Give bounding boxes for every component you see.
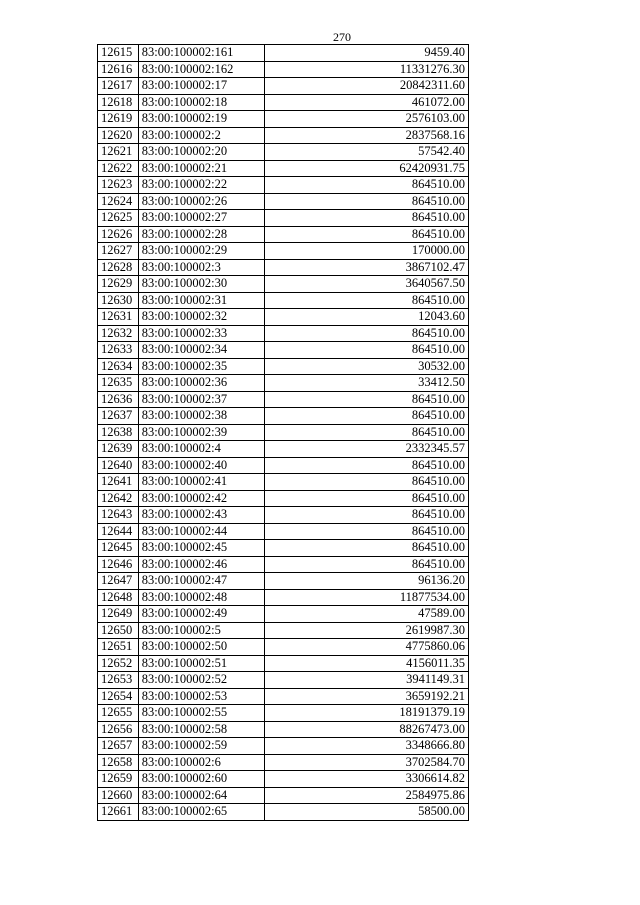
table-row: [98, 705, 469, 722]
cadastral-number-cell: 83:00:100002:45: [138, 540, 265, 557]
row-number-cell: 12637: [98, 408, 139, 425]
cadastral-number-cell: 83:00:100002:64: [138, 787, 265, 804]
page-number: 270: [333, 30, 351, 44]
table-row: [98, 276, 469, 293]
row-number-cell: 12616: [98, 61, 139, 78]
table-row: [98, 424, 469, 441]
row-number-cell: 12627: [98, 243, 139, 260]
amount-cell: 864510.00: [265, 292, 469, 309]
table-row: [98, 688, 469, 705]
amount-cell: 3640567.50: [265, 276, 469, 293]
amount-cell: 62420931.75: [265, 160, 469, 177]
table-row: [98, 309, 469, 326]
cadastral-number-cell: 83:00:100002:6: [138, 754, 265, 771]
table-row: [98, 358, 469, 375]
amount-cell: 11331276.30: [265, 61, 469, 78]
row-number-cell: 12631: [98, 309, 139, 326]
cadastral-number-cell: 83:00:100002:22: [138, 177, 265, 194]
row-number-cell: 12652: [98, 655, 139, 672]
row-number-cell: 12624: [98, 193, 139, 210]
table-row: [98, 540, 469, 557]
cadastral-number-cell: 83:00:100002:2: [138, 127, 265, 144]
row-number-cell: 12646: [98, 556, 139, 573]
cadastral-number-cell: 83:00:100002:60: [138, 771, 265, 788]
amount-cell: 864510.00: [265, 342, 469, 359]
amount-cell: 864510.00: [265, 177, 469, 194]
amount-cell: 864510.00: [265, 540, 469, 557]
table-row: [98, 78, 469, 95]
row-number-cell: 12649: [98, 606, 139, 623]
row-number-cell: 12661: [98, 804, 139, 821]
cadastral-number-cell: 83:00:100002:55: [138, 705, 265, 722]
row-number-cell: 12654: [98, 688, 139, 705]
row-number-cell: 12632: [98, 325, 139, 342]
cadastral-number-cell: 83:00:100002:52: [138, 672, 265, 689]
amount-cell: 461072.00: [265, 94, 469, 111]
cadastral-number-cell: 83:00:100002:32: [138, 309, 265, 326]
cadastral-number-cell: 83:00:100002:53: [138, 688, 265, 705]
cadastral-number-cell: 83:00:100002:33: [138, 325, 265, 342]
table-row: [98, 573, 469, 590]
row-number-cell: 12660: [98, 787, 139, 804]
amount-cell: 57542.40: [265, 144, 469, 161]
amount-cell: 864510.00: [265, 457, 469, 474]
table-row: [98, 787, 469, 804]
amount-cell: 20842311.60: [265, 78, 469, 95]
cadastral-number-cell: 83:00:100002:35: [138, 358, 265, 375]
cadastral-number-cell: 83:00:100002:17: [138, 78, 265, 95]
table-row: [98, 589, 469, 606]
cadastral-number-cell: 83:00:100002:43: [138, 507, 265, 524]
amount-cell: 4775860.06: [265, 639, 469, 656]
row-number-cell: 12648: [98, 589, 139, 606]
cadastral-number-cell: 83:00:100002:162: [138, 61, 265, 78]
row-number-cell: 12651: [98, 639, 139, 656]
amount-cell: 4156011.35: [265, 655, 469, 672]
table-row: [98, 226, 469, 243]
cadastral-number-cell: 83:00:100002:19: [138, 111, 265, 128]
cadastral-number-cell: 83:00:100002:27: [138, 210, 265, 227]
amount-cell: 18191379.19: [265, 705, 469, 722]
cadastral-number-cell: 83:00:100002:65: [138, 804, 265, 821]
cadastral-number-cell: 83:00:100002:47: [138, 573, 265, 590]
amount-cell: 3348666.80: [265, 738, 469, 755]
table-row: [98, 94, 469, 111]
table-row: [98, 177, 469, 194]
cadastral-number-cell: 83:00:100002:3: [138, 259, 265, 276]
table-row: [98, 210, 469, 227]
row-number-cell: 12645: [98, 540, 139, 557]
row-number-cell: 12619: [98, 111, 139, 128]
cadastral-number-cell: 83:00:100002:37: [138, 391, 265, 408]
table-row: [98, 606, 469, 623]
row-number-cell: 12623: [98, 177, 139, 194]
cadastral-number-cell: 83:00:100002:41: [138, 474, 265, 491]
row-number-cell: 12621: [98, 144, 139, 161]
cadastral-number-cell: 83:00:100002:58: [138, 721, 265, 738]
amount-cell: 3306614.82: [265, 771, 469, 788]
cadastral-number-cell: 83:00:100002:26: [138, 193, 265, 210]
amount-cell: 96136.20: [265, 573, 469, 590]
table-row: [98, 292, 469, 309]
table-row: [98, 375, 469, 392]
cadastral-number-cell: 83:00:100002:42: [138, 490, 265, 507]
row-number-cell: 12641: [98, 474, 139, 491]
amount-cell: 3867102.47: [265, 259, 469, 276]
cadastral-number-cell: 83:00:100002:21: [138, 160, 265, 177]
table-row: [98, 771, 469, 788]
row-number-cell: 12618: [98, 94, 139, 111]
row-number-cell: 12635: [98, 375, 139, 392]
row-number-cell: 12638: [98, 424, 139, 441]
cadastral-number-cell: 83:00:100002:38: [138, 408, 265, 425]
amount-cell: 3659192.21: [265, 688, 469, 705]
row-number-cell: 12626: [98, 226, 139, 243]
cadastral-number-cell: 83:00:100002:48: [138, 589, 265, 606]
cadastral-number-cell: 83:00:100002:28: [138, 226, 265, 243]
amount-cell: 9459.40: [265, 45, 469, 62]
table-row: [98, 754, 469, 771]
row-number-cell: 12640: [98, 457, 139, 474]
cadastral-number-cell: 83:00:100002:31: [138, 292, 265, 309]
row-number-cell: 12655: [98, 705, 139, 722]
table-row: [98, 738, 469, 755]
row-number-cell: 12629: [98, 276, 139, 293]
amount-cell: 864510.00: [265, 210, 469, 227]
amount-cell: 2576103.00: [265, 111, 469, 128]
row-number-cell: 12659: [98, 771, 139, 788]
cadastral-number-cell: 83:00:100002:39: [138, 424, 265, 441]
table-row: [98, 457, 469, 474]
amount-cell: 11877534.00: [265, 589, 469, 606]
amount-cell: 2584975.86: [265, 787, 469, 804]
table-row: [98, 408, 469, 425]
amount-cell: 58500.00: [265, 804, 469, 821]
table-row: [98, 342, 469, 359]
table-row: [98, 193, 469, 210]
row-number-cell: 12634: [98, 358, 139, 375]
amount-cell: 864510.00: [265, 507, 469, 524]
cadastral-number-cell: 83:00:100002:30: [138, 276, 265, 293]
cadastral-number-cell: 83:00:100002:44: [138, 523, 265, 540]
row-number-cell: 12653: [98, 672, 139, 689]
table-row: [98, 721, 469, 738]
row-number-cell: 12650: [98, 622, 139, 639]
row-number-cell: 12644: [98, 523, 139, 540]
row-number-cell: 12656: [98, 721, 139, 738]
table-row: [98, 507, 469, 524]
amount-cell: 864510.00: [265, 523, 469, 540]
amount-cell: 33412.50: [265, 375, 469, 392]
cadastral-number-cell: 83:00:100002:49: [138, 606, 265, 623]
amount-cell: 30532.00: [265, 358, 469, 375]
cadastral-number-cell: 83:00:100002:5: [138, 622, 265, 639]
cadastral-number-cell: 83:00:100002:20: [138, 144, 265, 161]
row-number-cell: 12643: [98, 507, 139, 524]
amount-cell: 864510.00: [265, 490, 469, 507]
cadastral-number-cell: 83:00:100002:161: [138, 45, 265, 62]
cadastral-number-cell: 83:00:100002:18: [138, 94, 265, 111]
amount-cell: 864510.00: [265, 474, 469, 491]
row-number-cell: 12630: [98, 292, 139, 309]
table-row: [98, 45, 469, 62]
amount-cell: 864510.00: [265, 325, 469, 342]
amount-cell: 864510.00: [265, 424, 469, 441]
row-number-cell: 12647: [98, 573, 139, 590]
row-number-cell: 12657: [98, 738, 139, 755]
table-body: [98, 45, 469, 821]
table-row: [98, 127, 469, 144]
amount-cell: 12043.60: [265, 309, 469, 326]
amount-cell: 864510.00: [265, 226, 469, 243]
cadastral-number-cell: 83:00:100002:46: [138, 556, 265, 573]
amount-cell: 2619987.30: [265, 622, 469, 639]
table-row: [98, 160, 469, 177]
cadastral-number-cell: 83:00:100002:51: [138, 655, 265, 672]
amount-cell: 170000.00: [265, 243, 469, 260]
row-number-cell: 12636: [98, 391, 139, 408]
cadastral-number-cell: 83:00:100002:59: [138, 738, 265, 755]
table-row: [98, 325, 469, 342]
amount-cell: 864510.00: [265, 556, 469, 573]
cadastral-number-cell: 83:00:100002:50: [138, 639, 265, 656]
table-row: [98, 556, 469, 573]
table-row: [98, 111, 469, 128]
table-row: [98, 523, 469, 540]
row-number-cell: 12633: [98, 342, 139, 359]
table-row: [98, 622, 469, 639]
table-row: [98, 441, 469, 458]
amount-cell: 3941149.31: [265, 672, 469, 689]
table-row: [98, 391, 469, 408]
cadastral-value-table: [97, 44, 469, 821]
table-row: [98, 490, 469, 507]
row-number-cell: 12615: [98, 45, 139, 62]
table-row: [98, 474, 469, 491]
amount-cell: 864510.00: [265, 391, 469, 408]
table-row: [98, 672, 469, 689]
table-row: [98, 243, 469, 260]
cadastral-number-cell: 83:00:100002:40: [138, 457, 265, 474]
row-number-cell: 12620: [98, 127, 139, 144]
amount-cell: 88267473.00: [265, 721, 469, 738]
row-number-cell: 12639: [98, 441, 139, 458]
table-row: [98, 655, 469, 672]
table-row: [98, 639, 469, 656]
row-number-cell: 12625: [98, 210, 139, 227]
table-row: [98, 144, 469, 161]
table-row: [98, 259, 469, 276]
amount-cell: 864510.00: [265, 193, 469, 210]
amount-cell: 2837568.16: [265, 127, 469, 144]
row-number-cell: 12617: [98, 78, 139, 95]
cadastral-number-cell: 83:00:100002:4: [138, 441, 265, 458]
amount-cell: 47589.00: [265, 606, 469, 623]
table-row: [98, 804, 469, 821]
amount-cell: 2332345.57: [265, 441, 469, 458]
amount-cell: 3702584.70: [265, 754, 469, 771]
table-row: [98, 61, 469, 78]
row-number-cell: 12628: [98, 259, 139, 276]
cadastral-number-cell: 83:00:100002:36: [138, 375, 265, 392]
row-number-cell: 12658: [98, 754, 139, 771]
row-number-cell: 12622: [98, 160, 139, 177]
row-number-cell: 12642: [98, 490, 139, 507]
cadastral-number-cell: 83:00:100002:29: [138, 243, 265, 260]
amount-cell: 864510.00: [265, 408, 469, 425]
cadastral-number-cell: 83:00:100002:34: [138, 342, 265, 359]
